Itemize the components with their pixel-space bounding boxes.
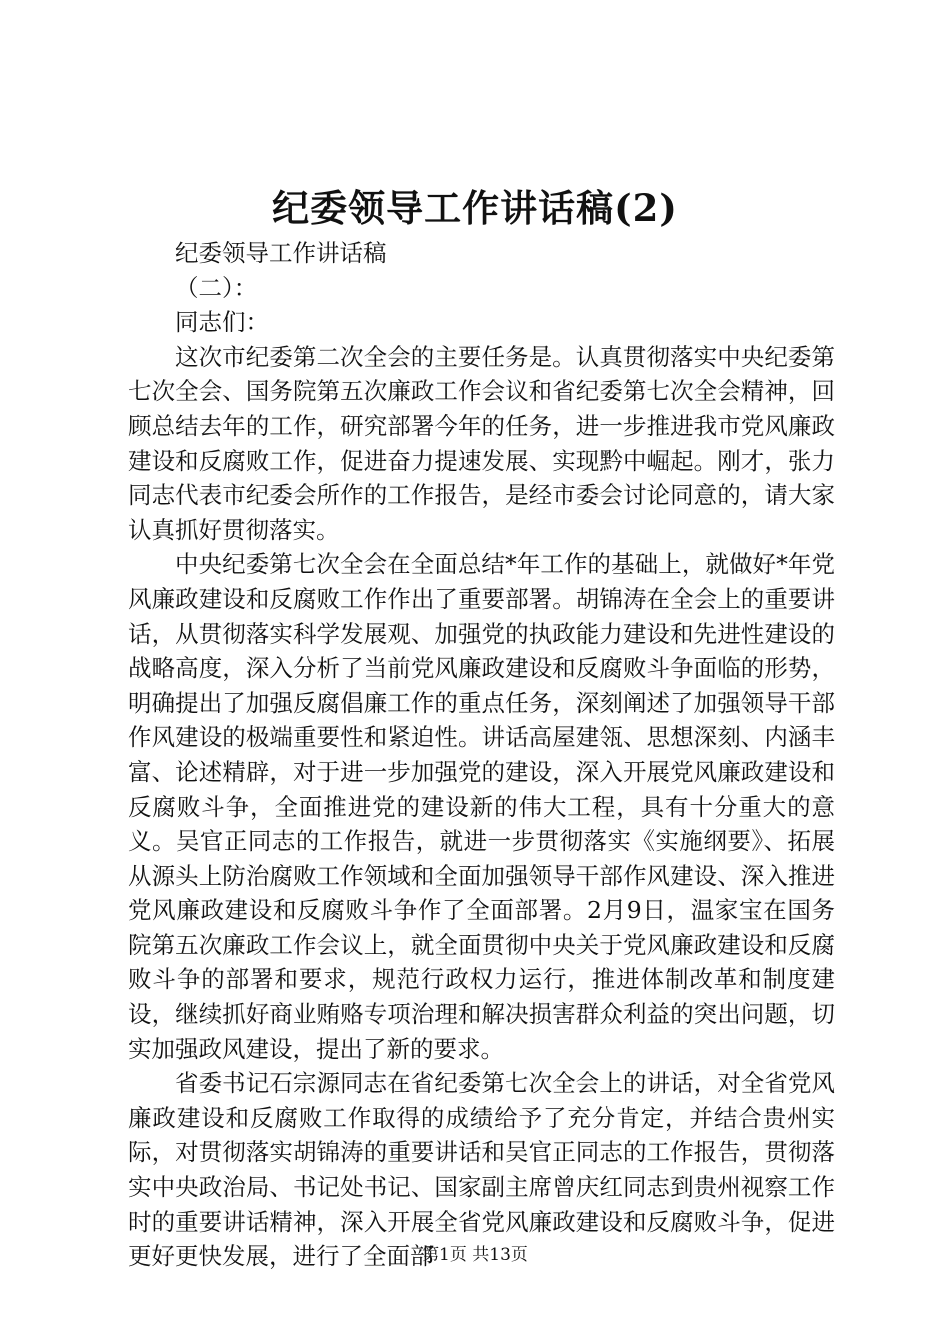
paragraph-1: 这次市纪委第二次全会的主要任务是。认真贯彻落实中央纪委第七次全会、国务院第五次廉政工作会议和省纪委第七次全会精神，回顾总结去年的工作，研究部署今年的任务，进一步推进我市党风廉政建设和反腐败工作，促进奋力提速发展、实现黔中崛起。刚才，张力同志代表市纪委会所作的工作报告，是经市委会讨论同意的，请大家认真抓好贯彻落实。 [128, 342, 835, 544]
document-title: 纪委领导工作讲话稿(2) [272, 186, 678, 230]
paragraph-3: 省委书记石宗源同志在省纪委第七次全会上的讲话，对全省党风廉政建设和反腐败工作取得的成绩给予了充分肯定，并结合贵州实际，对贯彻落实胡锦涛的重要讲话和吴官正同志的工作报告，贯彻落实中央政治局、书记处书记、国家副主席曾庆红同志到贵州视察工作时的重要讲话精神，深入开展全省党风廉政建设和反腐败斗争，促进更好更快发展，进行了全面部 [128, 1069, 835, 1271]
page-footer: 第1页 共13页 [422, 1245, 528, 1265]
document-body [128, 236, 835, 1274]
paragraph-part-number: （二）： [175, 273, 258, 302]
paragraph-heading: 纪委领导工作讲话稿 [175, 239, 387, 267]
paragraph-salutation: 同志们： [175, 308, 269, 337]
paragraph-2: 中央纪委第七次全会在全面总结*年工作的基础上，就做好*年党风廉政建设和反腐败工作作出了重要部署。胡锦涛在全会上的重要讲话，从贯彻落实科学发展观、加强党的执政能力建设和先进性建设的战略高度，深入分析了当前党风廉政建设和反腐败斗争面临的形势，明确提出了加强反腐倡廉工作的重点任务，深刻阐述了加强领导干部作风建设的极端重要性和紧迫性。讲话高屋建瓴、思想深刻、内涵丰富、论述精辟，对于进一步加强党的建设，深入开展党风廉政建设和反腐败斗争，全面推进党的建设新的伟大工程，具有十分重大的意义。吴官正同志的工作报告，就进一步贯彻落实《实施纲要》、拓展从源头上防治腐败工作领域和全面加强领导干部作风建设、深入推进党风廉政建设和反腐败斗争作了全面部署。2月9日，温家宝在国务院第五次廉政工作会议上，就全面贯彻中央关于党风廉政建设和反腐败斗争的部署和要求，规范行政权力运行，推进体制改革和制度建设，继续抓好商业贿赂专项治理和解决损害群众利益的突出问题，切实加强政风建设，提出了新的要求。 [128, 550, 835, 1063]
